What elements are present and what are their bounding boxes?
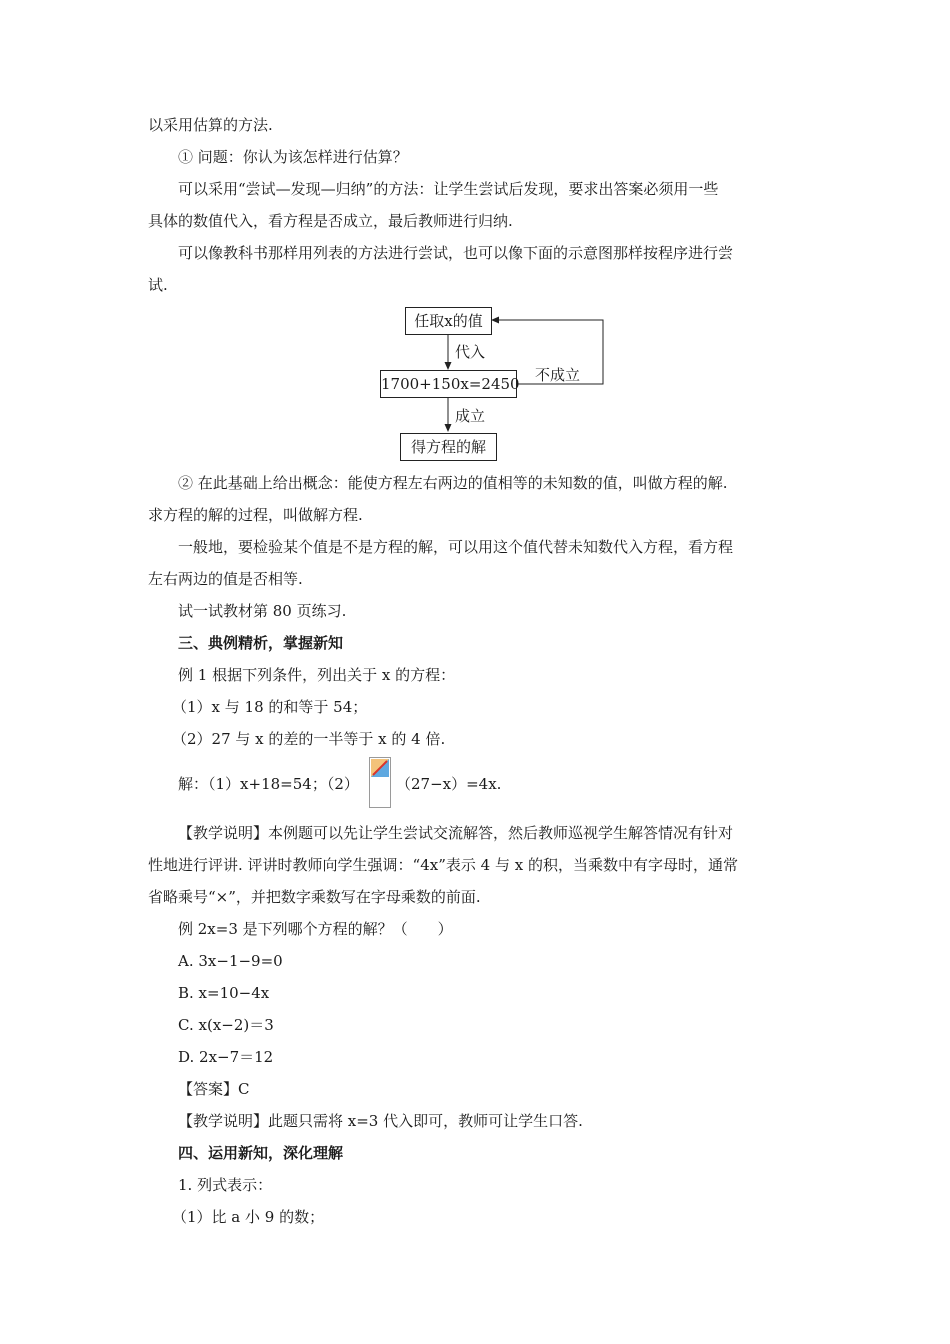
image-placeholder-icon	[370, 758, 390, 778]
section-heading: 三、典例精析，掌握新知	[178, 634, 344, 652]
option-d: D. 2x−7＝12	[178, 1048, 274, 1066]
paragraph-line: 【教学说明】此题只需将 x=3 代入即可，教师可让学生口答.	[178, 1112, 583, 1130]
flow-box-equation: 1700+150x=2450	[380, 370, 517, 398]
flowchart	[360, 300, 620, 470]
answer-line: 【答案】C	[178, 1080, 250, 1098]
paragraph-line: 性地进行评讲. 评讲时教师向学生强调：“4x”表示 4 与 x 的积，当乘数中有字母时，通常	[148, 856, 738, 874]
section-heading: 四、运用新知，深化理解	[178, 1144, 344, 1162]
label-not-hold: 不成立	[535, 366, 581, 384]
paragraph-line: 试一试教材第 80 页练习.	[178, 602, 347, 620]
paragraph-line: 具体的数值代入，看方程是否成立，最后教师进行归纳.	[148, 212, 513, 230]
flow-box-pick-x: 任取x的值	[405, 307, 492, 335]
exercise-line: 1. 列式表示：	[178, 1176, 273, 1194]
arrow-head	[445, 424, 452, 432]
exercise-item: （1）比 a 小 9 的数；	[172, 1208, 325, 1226]
paragraph-line: 可以像教科书那样用列表的方法进行尝试，也可以像下面的示意图那样按程序进行尝	[178, 244, 734, 262]
example-line: 例 1 根据下列条件，列出关于 x 的方程：	[178, 666, 456, 684]
option-c: C. x(x−2)＝3	[178, 1016, 274, 1034]
flow-box-solution: 得方程的解	[400, 433, 497, 461]
option-b: B. x=10−4x	[178, 984, 270, 1002]
paragraph-line: 左右两边的值是否相等.	[148, 570, 303, 588]
example-item: （1）x 与 18 的和等于 54；	[172, 698, 368, 716]
paragraph-line: 以采用估算的方法.	[148, 116, 273, 134]
broken-fraction-image	[369, 757, 391, 808]
example-line: 例 2x=3 是下列哪个方程的解？（ ）	[178, 920, 453, 938]
solution-start: 解：（1）x+18=54；（2）	[178, 775, 359, 793]
paragraph-line: 求方程的解的过程，叫做解方程.	[148, 506, 363, 524]
paragraph-line: 【教学说明】本例题可以先让学生尝试交流解答，然后教师巡视学生解答情况有针对	[178, 824, 734, 842]
paragraph-line: 可以采用“尝试—发现—归纳”的方法：让学生尝试后发现，要求出答案必须用一些	[178, 180, 719, 198]
example-item: （2）27 与 x 的差的一半等于 x 的 4 倍.	[172, 730, 446, 748]
arrow-head	[445, 362, 452, 370]
paragraph-line: 省略乘号“×”，并把数字乘数写在字母乘数的前面.	[148, 888, 481, 906]
label-holds: 成立	[455, 407, 486, 425]
paragraph-line: 试.	[148, 276, 168, 294]
paragraph-line: ② 在此基础上给出概念：能使方程左右两边的值相等的未知数的值，叫做方程的解.	[178, 474, 728, 492]
arrow-head	[491, 317, 499, 324]
question-line: ① 问题：你认为该怎样进行估算？	[178, 148, 408, 166]
option-a: A. 3x−1−9=0	[178, 952, 283, 970]
solution-end: （27−x）=4x.	[396, 775, 502, 793]
label-substitute: 代入	[455, 343, 486, 361]
paragraph-line: 一般地，要检验某个值是不是方程的解，可以用这个值代替未知数代入方程，看方程	[178, 538, 734, 556]
